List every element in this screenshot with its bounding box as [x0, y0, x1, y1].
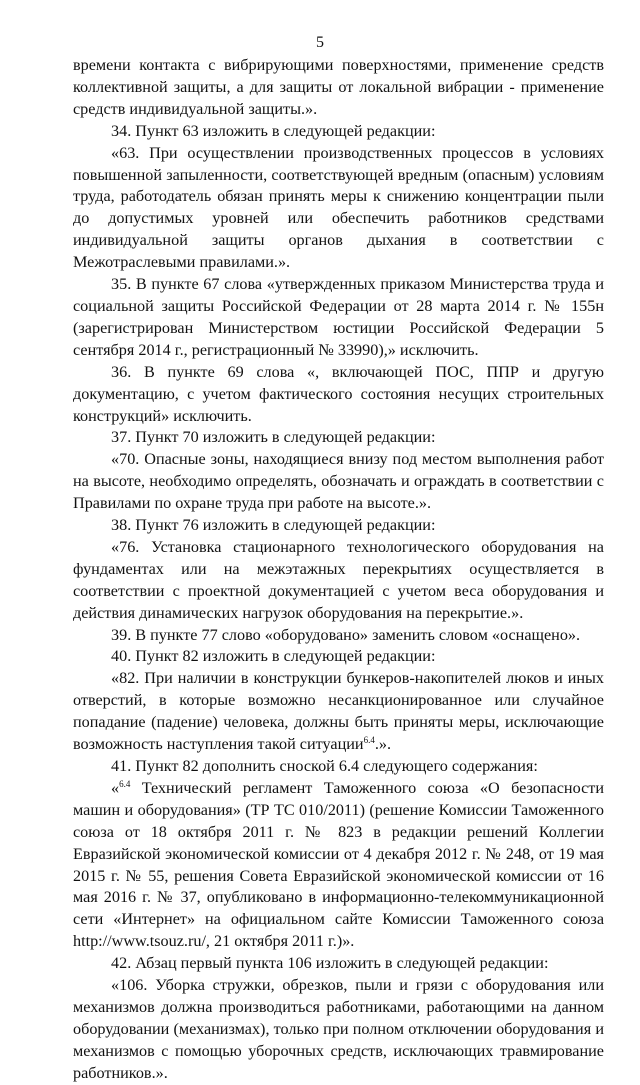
paragraph: «76. Установка стационарного технологического оборудования на фундаментах или на межэтажных перекрытиях осуществляется в соответствии с проектной документацией с учетом веса оборудования и действия динамических нагрузок оборудования на перекрытие.».: [73, 537, 604, 622]
paragraph: 36. В пункте 69 слова «, включающей ПОС, ППР и другую документацию, с учетом фактического состояния несущих строительных конструкций» исключить.: [73, 362, 604, 425]
paragraph: «106. Уборка стружки, обрезков, пыли и грязи с оборудования или механизмов должна производиться работниками, работающими на данном оборудовании (механизмах), только при полном отключении оборудования и механизмов с помощью уборочных средств, исключающих травмирование работников.».: [73, 976, 604, 1082]
paragraph: «70. Опасные зоны, находящиеся внизу под местом выполнения работ на высоте, необходимо определять, обозначать и ограждать в соответствии с Правилами по охране труда при работе на высоте.».: [73, 450, 604, 513]
paragraph: 42. Абзац первый пункта 106 изложить в следующей редакции:: [111, 954, 549, 973]
page-number: 5: [316, 34, 324, 51]
paragraph: 41. Пункт 82 дополнить сноской 6.4 следующего содержания:: [111, 757, 538, 775]
footnote-marker: 6.4: [119, 778, 131, 789]
paragraph-tail: .».: [374, 735, 391, 754]
paragraph: 35. В пункте 67 слова «утвержденных приказом Министерства труда и социальной защиты Российской Федерации от 28 марта 2014 г. № 155н (зарегистрирован Министерством юстиции Российской Федерации 5 сентября 2014 г., регистрационный № 33990),» исключить.: [73, 275, 604, 359]
footnote-marker: 6.4: [363, 735, 375, 746]
paragraph: 34. Пункт 63 изложить в следующей редакции:: [111, 121, 436, 140]
paragraph: «63. При осуществлении производственных процессов в условиях повышенной запыленности, соответствующей вредным (опасным) условиям труда, работодатель обязан принять меры к снижению концентрации пыли до допустимых уровней или обеспечить работников средствами индивидуальной защиты органов дыхания в соответствии с Межотраслевыми правилами.».: [73, 143, 604, 272]
paragraph-tail: Технический регламент Таможенного союза «О безопасности машин и оборудования» (ТР ТС 010/2011) (решение Комиссии Таможенного союза от 18 октября 2011 г. № 823 в редакции решений Коллегии Евразийской экономической комиссии от 4 декабря 2012 г. № 248, от 19 мая 2015 г. № 55, решения Совета Евразийской экономической комиссии от 16 мая 2016 г. № 37, опубликовано в информационно-телекоммуникационной сети «Интернет» на официальном сайте Комиссии Таможенного союза http://www.tsouz.ru/, 21 октября 2011 г.)».: [73, 778, 604, 951]
footnote-paragraph: [73, 778, 604, 953]
paragraph: 40. Пункт 82 изложить в следующей редакции:: [111, 647, 436, 666]
paragraph: времени контакта с вибрирующими поверхностями, применение средств коллективной защиты, а для защиты от локальной вибрации - применение средств индивидуальной защиты.».: [73, 56, 604, 118]
paragraph-with-footnote-ref: [73, 668, 604, 756]
paragraph: 38. Пункт 76 изложить в следующей редакции:: [111, 516, 436, 535]
document-body: [73, 55, 604, 1085]
paragraph-text: «82. При наличии в конструкции бункеров-накопителей люков и иных отверстий, в которые возможно несанкционированное или случайное попадание (падение) человека, должны быть приняты меры, исключающие возможность наступления такой ситуации: [73, 669, 604, 754]
paragraph-text: «: [111, 778, 120, 797]
paragraph: 37. Пункт 70 изложить в следующей редакции:: [111, 428, 436, 447]
paragraph: 39. В пункте 77 слово «оборудовано» заменить словом «оснащено».: [111, 625, 581, 644]
